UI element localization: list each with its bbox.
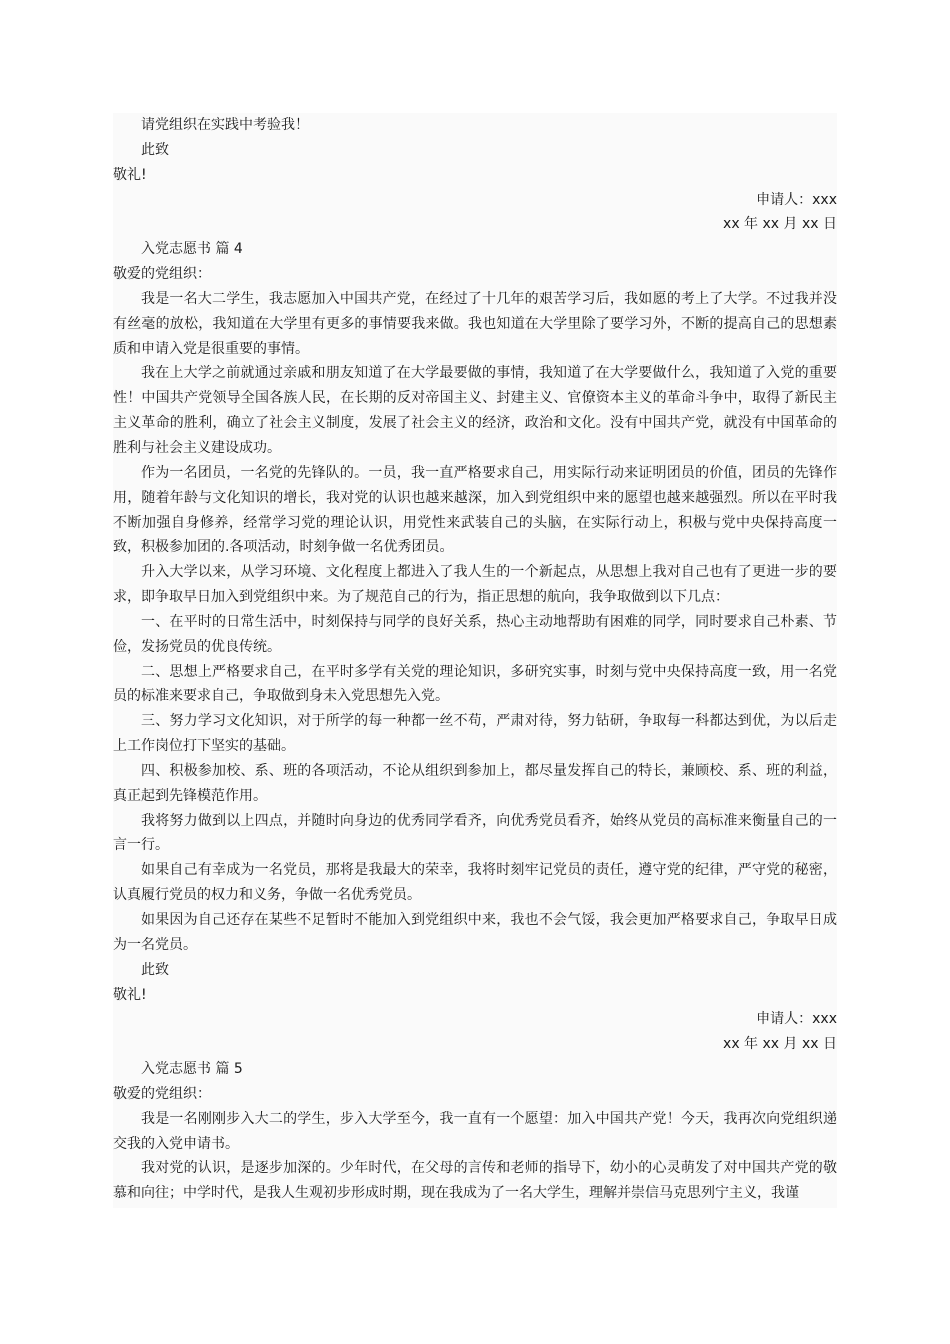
greeting: 敬爱的党组织：	[113, 1085, 211, 1102]
paragraph: 如果因为自己还存在某些不足暂时不能加入到党组织中来，我也不会气馁，我会更加严格要求自己，争取早日成为一名党员。	[113, 912, 837, 953]
paragraph: 我对党的认识，是逐步加深的。少年时代，在父母的言传和老师的指导下，幼小的心灵萌发了对中国共产党的敬慕和向往；中学时代，是我人生观初步形成时期，现在我成为了一名大学生，理解并崇信马克思列宁主义，我谨	[113, 1160, 837, 1202]
paragraph: 四、积极参加校、系、班的各项活动，不论从组织到参加上，都尽量发挥自己的特长，兼顾校、系、班的利益，真正起到先锋模范作用。	[113, 762, 837, 804]
salute-jingli: 敬礼!	[113, 986, 147, 1003]
salute-cizhi: 此致	[141, 141, 169, 158]
paragraph: 三、努力学习文化知识，对于所学的每一种都一丝不苟，严肃对待，努力钻研，争取每一科都达到优，为以后走上工作岗位打下坚实的基础。	[113, 713, 837, 755]
paragraph: 一、在平时的日常生活中，时刻保持与同学的良好关系，热心主动地帮助有困难的同学，同时要求自己朴素、节俭，发扬党员的优良传统。	[113, 613, 837, 655]
paragraph: 我在上大学之前就通过亲戚和朋友知道了在大学最要做的事情，我知道了在大学要做什么，我知道了入党的重要性！中国共产党领导全国各族人民，在长期的反对帝国主义、封建主义、官僚资本主义的革命斗争中，取得了新民主主义革命的胜利，确立了社会主义制度，发展了社会主义的经济，政治和文化。没有中国共产党，就没有中国革命的胜利与社会主义建设成功。	[113, 365, 837, 456]
salute-cizhi: 此致	[141, 961, 169, 978]
paragraph: 升入大学以来，从学习环境、文化程度上都进入了我人生的一个新起点，从思想上我对自己也有了更进一步的要求，即争取早日加入到党组织中来。为了规范自己的行为，指正思想的航向，我争取做到以下几点：	[113, 564, 837, 606]
paragraph: 如果自己有幸成为一名党员，那将是我最大的荣幸，我将时刻牢记党员的责任，遵守党的纪律，严守党的秘密，认真履行党员的权力和义务，争做一名优秀党员。	[113, 862, 837, 904]
paragraph: 二、思想上严格要求自己，在平时多学有关党的理论知识，多研究实事，时刻与党中央保持高度一致，用一名党员的标准来要求自己，争取做到身未入党思想先入党。	[113, 663, 837, 705]
paragraph: 我将努力做到以上四点，并随时向身边的优秀同学看齐，向优秀党员看齐，始终从党员的高标准来衡量自己的一言一行。	[113, 812, 837, 854]
section-heading: 入党志愿书 篇 4	[141, 241, 243, 258]
closing-request: 请党组织在实践中考验我！	[141, 117, 309, 133]
applicant-signature: 申请人：xxx	[756, 1011, 837, 1028]
salute-jingli: 敬礼!	[113, 166, 147, 183]
greeting: 敬爱的党组织：	[113, 266, 211, 283]
section-heading: 入党志愿书 篇 5	[141, 1061, 243, 1078]
paragraph: 作为一名团员，一名党的先锋队的。一员，我一直严格要求自己，用实际行动来证明团员的价值，团员的先锋作用，随着年龄与文化知识的增长，我对党的认识也越来越深，加入到党组织中来的愿望也越来越强烈。所以在平时我不断加强自身修养，经常学习党的理论认识，用党性来武装自己的头脑，在实际行动上，积极与党中央保持高度一致，积极参加团的.各项活动，时刻争做一名优秀团员。	[113, 464, 837, 556]
signature-date: xx 年 xx 月 xx 日	[723, 216, 837, 233]
document-content	[113, 113, 837, 1206]
signature-date: xx 年 xx 月 xx 日	[723, 1036, 837, 1053]
applicant-signature: 申请人：xxx	[756, 191, 837, 208]
paragraph: 我是一名大二学生，我志愿加入中国共产党，在经过了十几年的艰苦学习后，我如愿的考上了大学。不过我并没有丝毫的放松，我知道在大学里有更多的事情要我来做。我也知道在大学里除了要学习外，不断的提高自己的思想素质和申请入党是很重要的事情。	[113, 290, 837, 357]
paragraph: 我是一名刚刚步入大二的学生，步入大学至今，我一直有一个愿望：加入中国共产党！今天，我再次向党组织递交我的入党申请书。	[113, 1110, 837, 1152]
